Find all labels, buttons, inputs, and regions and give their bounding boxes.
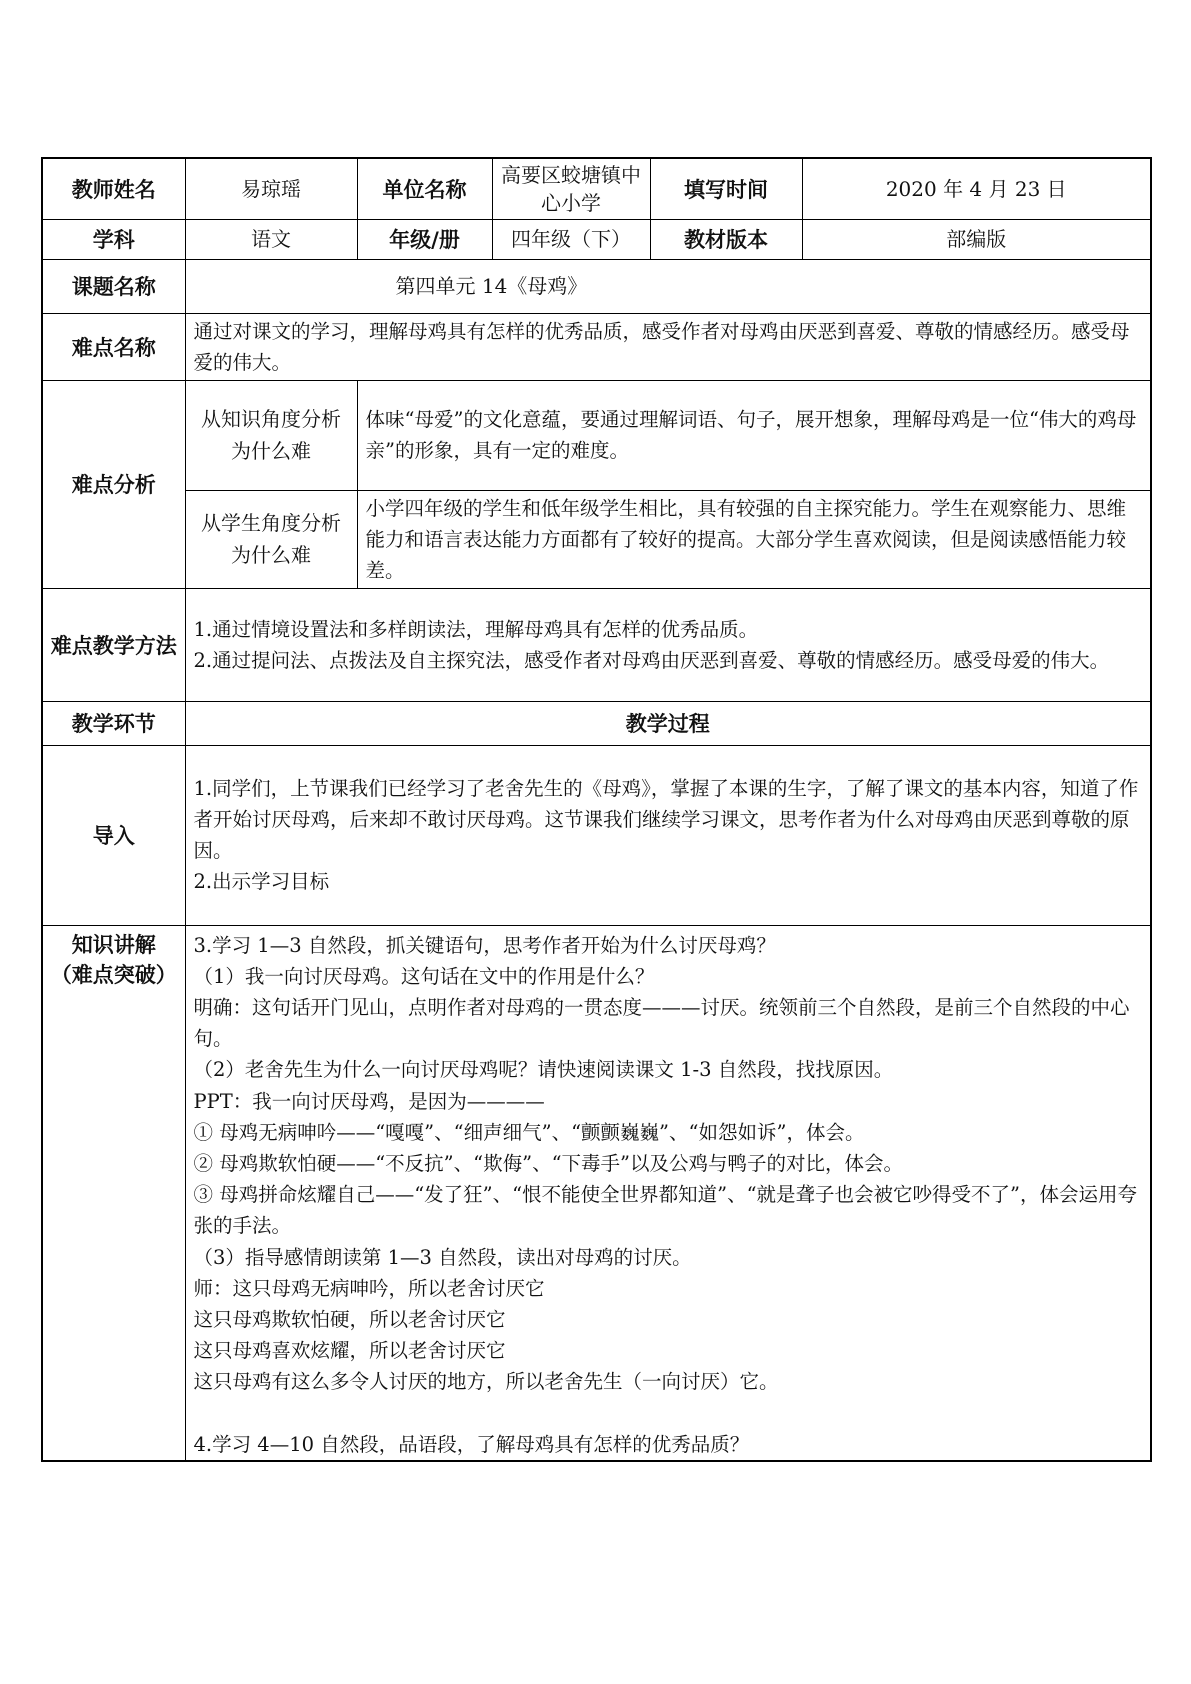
lesson-title-value: 第四单元 14《母鸡》	[185, 259, 1151, 313]
knowledge-line: 明确：这句话开门见山，点明作者对母鸡的一贯态度———讨厌。统领前三个自然段，是前三个自然段的中心句。	[193, 995, 1130, 1051]
teaching-stage-label: 教学环节	[42, 701, 185, 745]
analysis-knowledge-row	[42, 380, 1151, 490]
difficulty-analysis-label: 难点分析	[42, 380, 185, 588]
info-row-2	[42, 219, 1151, 259]
analysis-student-row	[42, 490, 1151, 588]
subject-label: 学科	[42, 219, 185, 259]
knowledge-line: ① 母鸡无病呻吟——“嘎嘎”、“细声细气”、“颤颤巍巍”、“如怨如诉”，体会。	[193, 1120, 865, 1144]
knowledge-line: 这只母鸡欺软怕硬，所以老舍讨厌它	[193, 1307, 506, 1331]
method-line-1: 1.通过情境设置法和多样朗读法，理解母鸡具有怎样的优秀品质。	[193, 617, 759, 641]
teacher-name-value: 易琼瑶	[185, 158, 357, 219]
knowledge-line: 3.学习 1—3 自然段，抓关键语句，思考作者开始为什么讨厌母鸡？	[193, 933, 776, 957]
knowledge-angle-label: 从知识角度分析为什么难	[185, 380, 357, 490]
grade-value: 四年级（下）	[492, 219, 650, 259]
knowledge-line: 师：这只母鸡无病呻吟，所以老舍讨厌它	[193, 1276, 545, 1300]
teacher-name-label: 教师姓名	[42, 158, 185, 219]
lesson-plan-table	[41, 157, 1152, 1462]
knowledge-line: （1）我一向讨厌母鸡。这句话在文中的作用是什么？	[193, 964, 655, 988]
fill-date-value: 2020 年 4 月 23 日	[802, 158, 1151, 219]
knowledge-row	[42, 925, 1151, 1461]
blank-line	[194, 1398, 1143, 1429]
difficulty-name-label: 难点名称	[42, 313, 185, 380]
knowledge-line: 这只母鸡喜欢炫耀，所以老舍讨厌它	[193, 1339, 506, 1363]
method-row	[42, 588, 1151, 701]
unit-name-label: 单位名称	[357, 158, 492, 219]
knowledge-line: ③ 母鸡拼命炫耀自己——“发了狂”、“恨不能使全世界都知道”、“就是聋子也会被它吵得受不了”，体会运用夸张的手法。	[193, 1183, 1138, 1238]
difficulty-name-row	[42, 313, 1151, 380]
knowledge-explain-label	[42, 925, 185, 1461]
knowledge-line: （3）指导感情朗读第 1—3 自然段，读出对母鸡的讨厌。	[193, 1245, 692, 1269]
teaching-method-label: 难点教学方法	[42, 588, 185, 701]
student-angle-text: 小学四年级的学生和低年级学生相比，具有较强的自主探究能力。学生在观察能力、思维能力和语言表达能力方面都有了较好的提高。大部分学生喜欢阅读，但是阅读感悟能力较差。	[357, 490, 1151, 588]
teaching-method-text	[185, 588, 1151, 701]
info-row-1	[42, 158, 1151, 219]
knowledge-line: PPT：我一向讨厌母鸡，是因为————	[193, 1089, 545, 1113]
knowledge-explain-title: 知识讲解	[71, 932, 156, 957]
intro-line-2: 2.出示学习目标	[193, 870, 330, 893]
lesson-title-label: 课题名称	[42, 259, 185, 313]
knowledge-explain-text	[185, 925, 1151, 1461]
intro-row	[42, 745, 1151, 925]
edition-label: 教材版本	[650, 219, 802, 259]
intro-text	[185, 745, 1151, 925]
method-line-2: 2.通过提问法、点拨法及自主探究法，感受作者对母鸡由厌恶到喜爱、尊敬的情感经历。感受母爱的伟大。	[193, 648, 1110, 672]
knowledge-angle-text: 体味“母爱”的文化意蕴，要通过理解词语、句子，展开想象，理解母鸡是一位“伟大的鸡母亲”的形象，具有一定的难度。	[357, 380, 1151, 490]
subject-value: 语文	[185, 219, 357, 259]
lesson-row	[42, 259, 1151, 313]
knowledge-line: 4.学习 4—10 自然段，品语段，了解母鸡具有怎样的优秀品质？	[193, 1432, 750, 1456]
unit-name-value: 高要区蛟塘镇中心小学	[492, 158, 650, 219]
teaching-process-label: 教学过程	[185, 701, 1151, 745]
fill-date-label: 填写时间	[650, 158, 802, 219]
difficulty-name-text: 通过对课文的学习，理解母鸡具有怎样的优秀品质，感受作者对母鸡由厌恶到喜爱、尊敬的情感经历。感受母爱的伟大。	[185, 313, 1151, 380]
student-angle-label: 从学生角度分析为什么难	[185, 490, 357, 588]
knowledge-line: （2）老舍先生为什么一向讨厌母鸡呢？请快速阅读课文 1-3 自然段，找找原因。	[193, 1058, 894, 1082]
edition-value: 部编版	[802, 219, 1151, 259]
intro-line-1: 1.同学们，上节课我们已经学习了老舍先生的《母鸡》，掌握了本课的生字，了解了课文的基本内容，知道了作者开始讨厌母鸡，后来却不敢讨厌母鸡。这节课我们继续学习课文，思考作者为什么对母鸡由厌恶到尊敬的原因。	[193, 777, 1139, 862]
process-header-row	[42, 701, 1151, 745]
difficulty-breakthrough-title: （难点突破）	[50, 962, 177, 987]
knowledge-line: ② 母鸡欺软怕硬——“不反抗”、“欺侮”、“下毒手”以及公鸡与鸭子的对比，体会。	[193, 1151, 904, 1175]
knowledge-line: 这只母鸡有这么多令人讨厌的地方，所以老舍先生（一向讨厌）它。	[193, 1370, 779, 1394]
grade-label: 年级/册	[357, 219, 492, 259]
intro-label: 导入	[42, 745, 185, 925]
